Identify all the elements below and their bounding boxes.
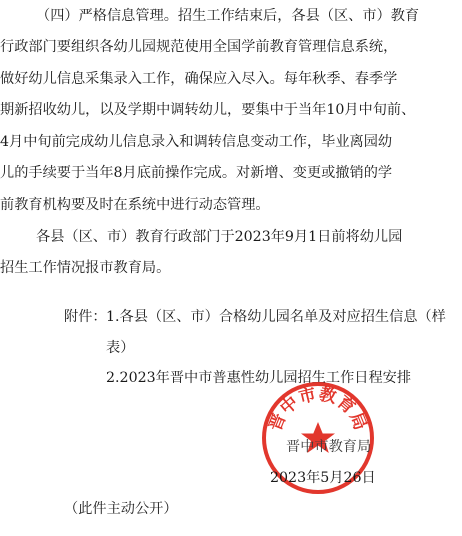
text-line: （四）严格信息管理。招生工作结束后，各县（区、市）教育 <box>36 8 420 24</box>
text-line: 儿的手续要于当年8月底前操作完成。对新增、变更或撤销的学 <box>0 165 393 181</box>
attachment-item-1-cont: 表） <box>106 340 135 356</box>
text-line: 招生工作情况报市教育局。 <box>0 260 171 276</box>
attachment-item-2: 2.2023年晋中市普惠性幼儿园招生工作日程安排 <box>106 370 412 386</box>
text-line: 前教育机构要及时在系统中进行动态管理。 <box>0 197 270 213</box>
text-line: 期新招收幼儿，以及学期中调转幼儿，要集中于当年10月中旬前、 <box>0 102 416 118</box>
attachments-label: 附件： <box>64 309 107 325</box>
signature-org: 晋中市教育局 <box>286 439 372 455</box>
signature-date: 2023年5月26日 <box>270 470 376 486</box>
text-line: 做好幼儿信息采集录入工作，确保应入尽入。每年秋季、春季学 <box>0 71 398 87</box>
seal-arc-text: 晋中市教育局 <box>265 384 371 434</box>
text-line: 行政部门要组织各幼儿园规范使用全国学前教育管理信息系统， <box>0 39 398 55</box>
attachment-item-1: 1.各县（区、市）合格幼儿园名单及对应招生信息（样 <box>106 309 446 325</box>
text-line: 4月中旬前完成幼儿信息录入和调转信息变动工作，毕业离园幼 <box>0 134 393 150</box>
text-line: 各县（区、市）教育行政部门于2023年9月1日前将幼儿园 <box>36 229 403 245</box>
public-disclosure-note: （此件主动公开） <box>64 501 178 517</box>
